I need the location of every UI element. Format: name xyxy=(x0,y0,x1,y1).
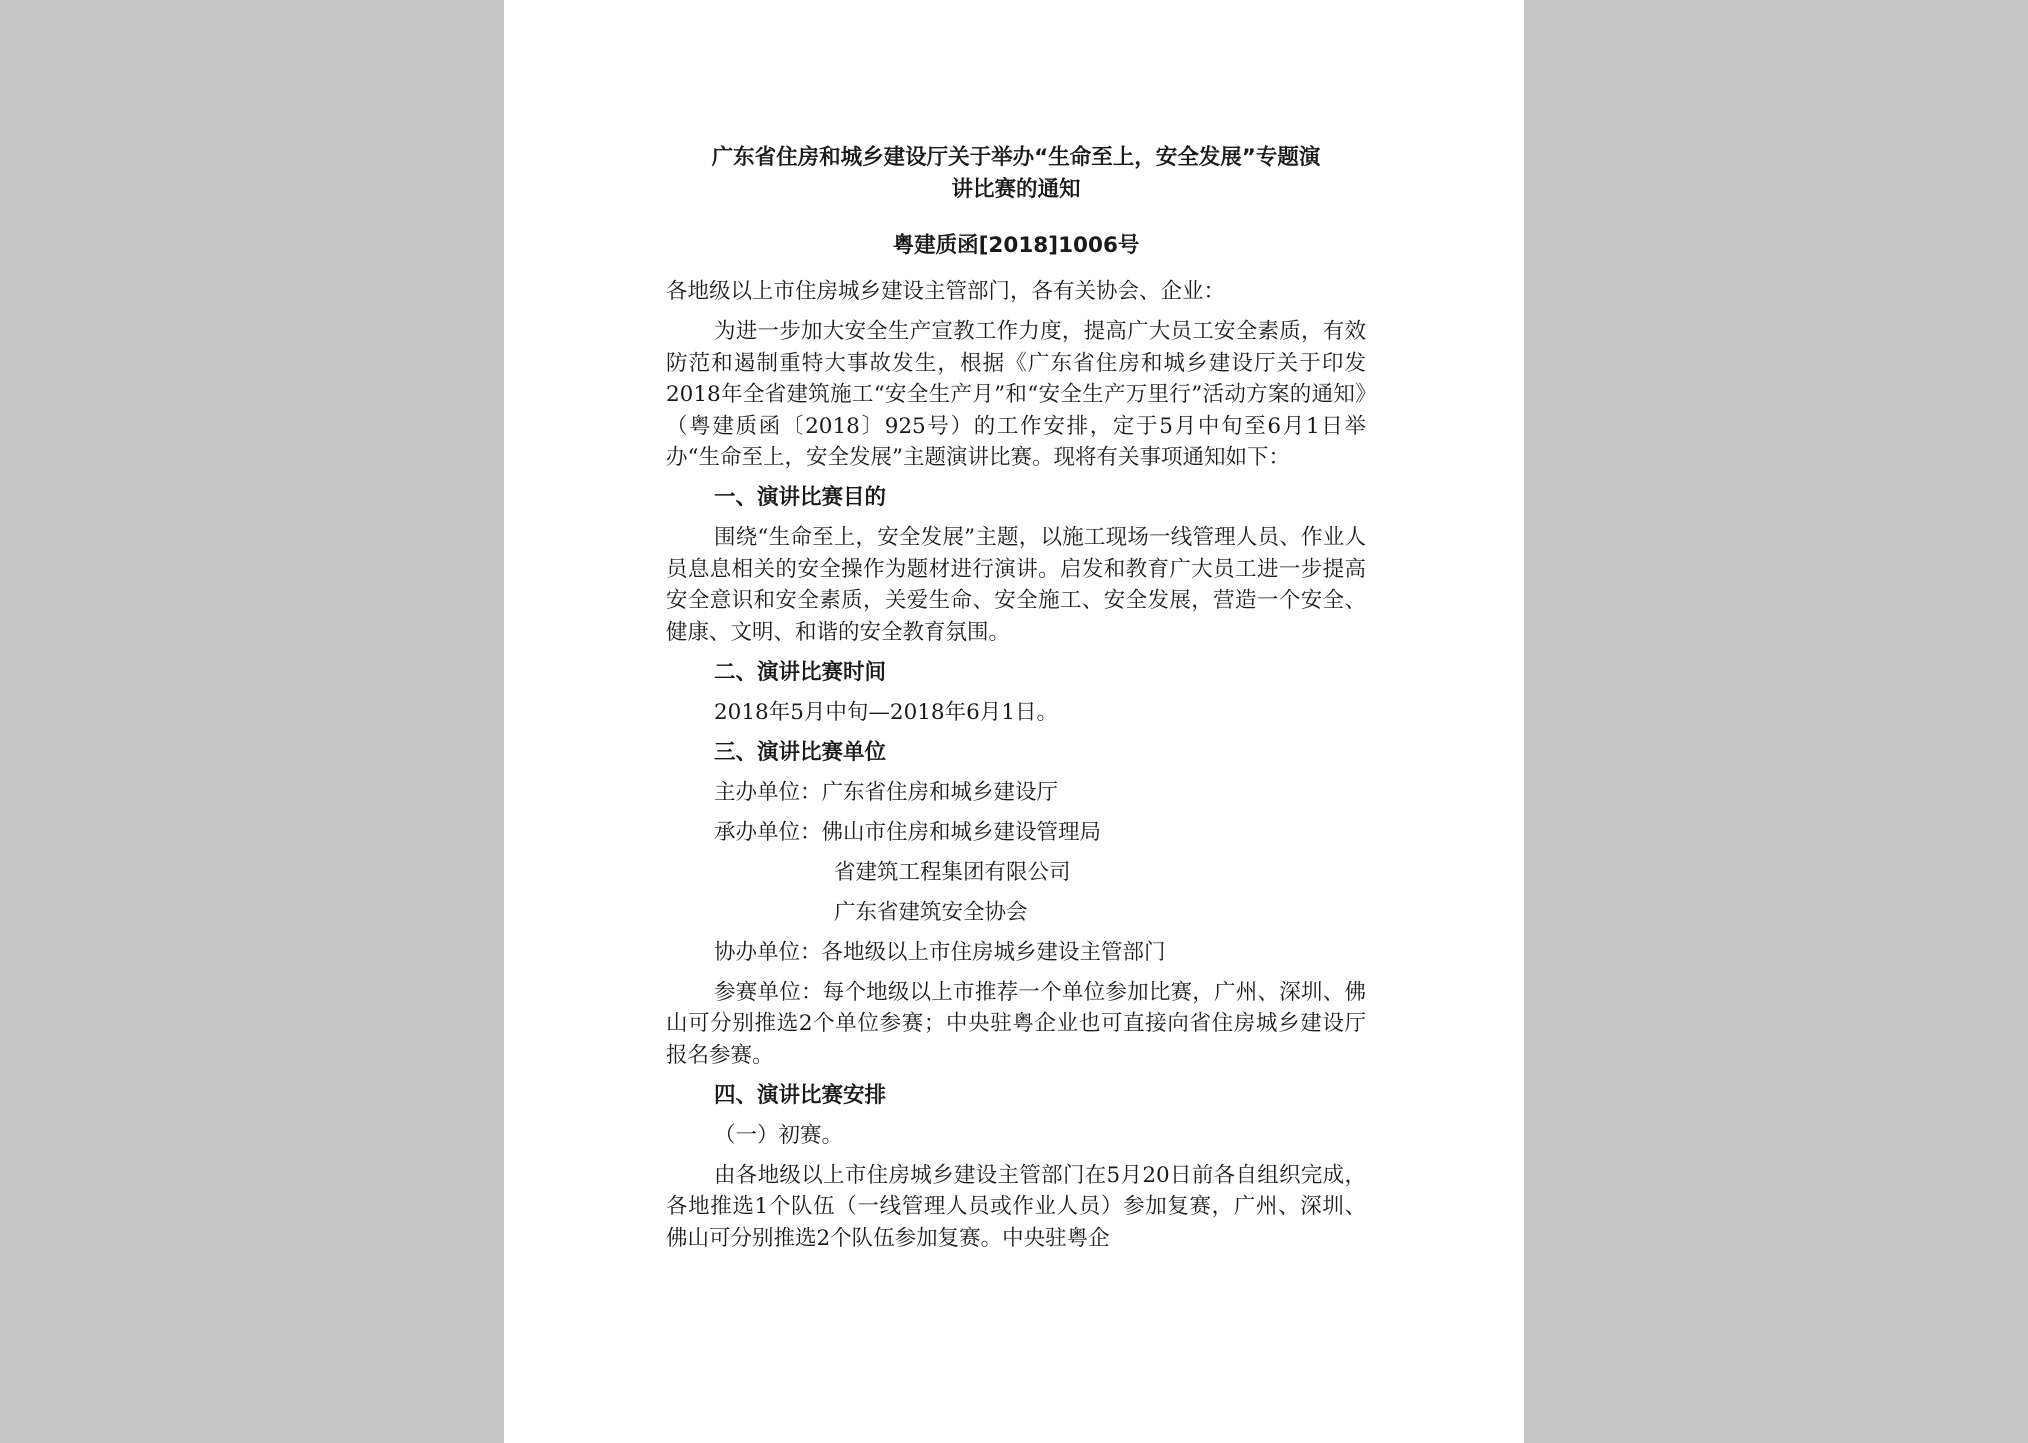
document-content xyxy=(666,142,1366,1263)
section-1-body: 围绕“生命至上，安全发展”主题，以施工现场一线管理人员、作业人员息息相关的安全操作为题材进行演讲。启发和教育广大员工进一步提高安全意识和安全素质，关爱生命、安全施工、安全发展，营造一个安全、健康、文明、和谐的安全教育氛围。 xyxy=(666,525,1366,645)
title-line-1: 广东省住房和城乡建设厅关于举办“生命至上，安全发展”专题演 xyxy=(711,145,1321,170)
section-4-subheading: （一）初赛。 xyxy=(714,1122,844,1148)
section-1-heading: 一、演讲比赛目的 xyxy=(714,485,887,510)
organizer-unit: 承办单位：佛山市住房和城乡建设管理局 xyxy=(714,819,1102,845)
section-4-heading: 四、演讲比赛安排 xyxy=(714,1082,887,1108)
salutation: 各地级以上市住房城乡建设主管部门，各有关协会、企业： xyxy=(666,279,1226,304)
intro-paragraph: 为进一步加大安全生产宣教工作力度，提高广大员工安全素质，有效防范和遏制重特大事故发生，根据《广东省住房和城乡建设厅关于印发2018年全省建筑施工“安全生产月”和“安全生产万里行”活动方案的通知》（粤建质函〔2018〕925号）的工作安排，定于5月中旬至6月1日举办“生命至上，安全发展”主题演讲比赛。现将有关事项通知如下： xyxy=(666,319,1366,470)
section-3-heading: 三、演讲比赛单位 xyxy=(714,739,887,765)
section-2-heading: 二、演讲比赛时间 xyxy=(714,659,887,685)
document-title xyxy=(666,142,1366,206)
document-page xyxy=(504,0,1524,1443)
organizer-unit-2: 省建筑工程集团有限公司 xyxy=(834,859,1071,885)
section-4-body: 由各地级以上市住房城乡建设主管部门在5月20日前各自组织完成，各地推选1个队伍（一线管理人员或作业人员）参加复赛，广州、深圳、佛山可分别推选2个队伍参加复赛。中央驻粤企 xyxy=(666,1162,1366,1251)
co-organizer-unit: 协办单位：各地级以上市住房城乡建设主管部门 xyxy=(714,939,1166,965)
section-2-body: 2018年5月中旬—2018年6月1日。 xyxy=(714,699,1058,725)
document-number: 粤建质函[2018]1006号 xyxy=(892,233,1140,258)
participant-units: 参赛单位：每个地级以上市推荐一个单位参加比赛，广州、深圳、佛山可分别推选2个单位参赛；中央驻粤企业也可直接向省住房城乡建设厅报名参赛。 xyxy=(666,979,1366,1068)
host-unit: 主办单位：广东省住房和城乡建设厅 xyxy=(714,779,1059,805)
organizer-unit-3: 广东省建筑安全协会 xyxy=(834,899,1028,925)
title-line-2: 讲比赛的通知 xyxy=(951,177,1081,202)
